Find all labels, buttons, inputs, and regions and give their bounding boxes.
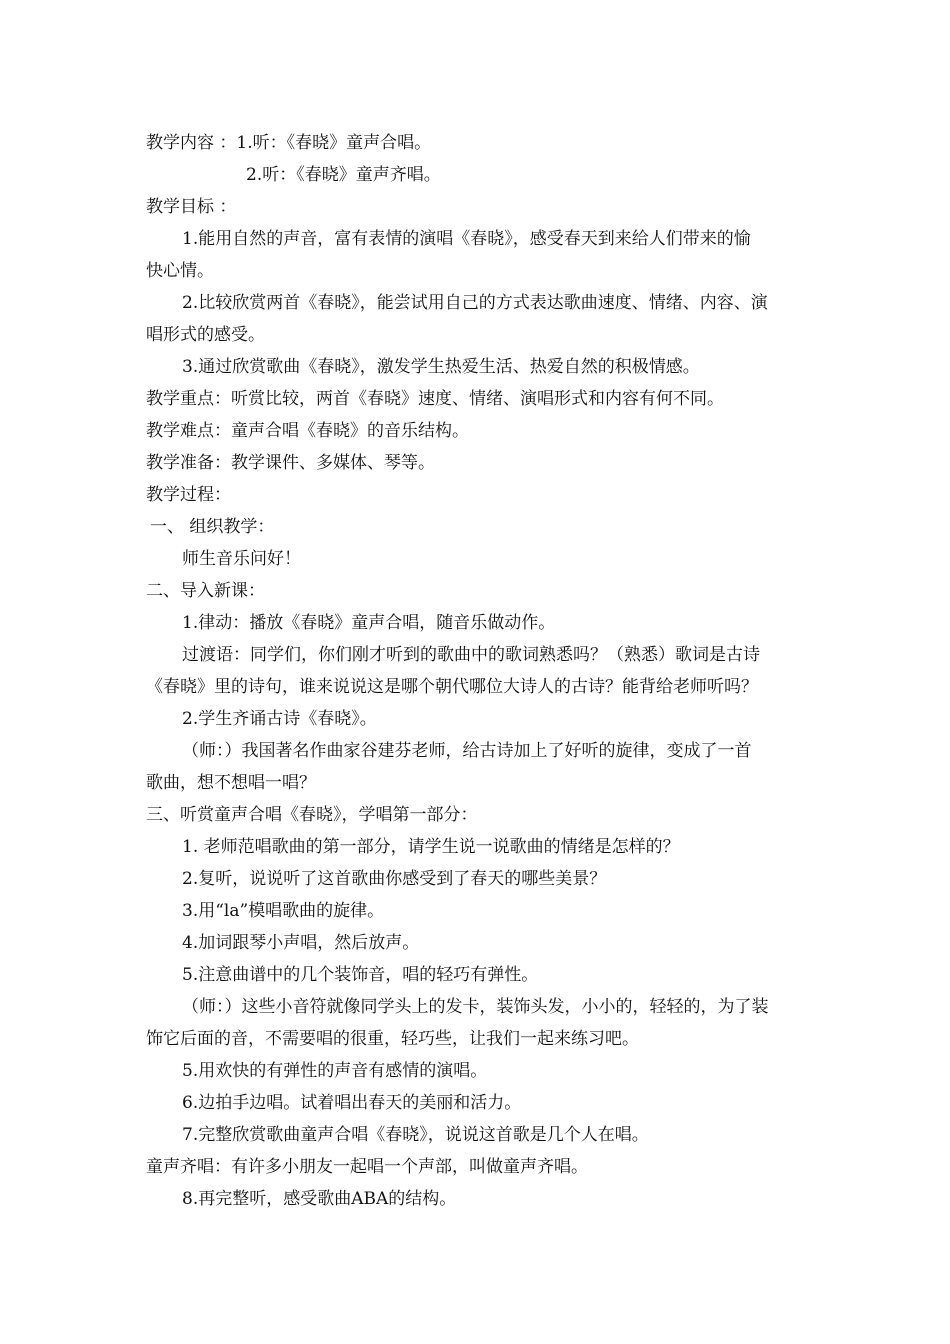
line-teaching-content: 教学内容 ：1.听：《春晓》童声合唱。 <box>146 133 432 153</box>
line-unison-definition: 童声齐唱：有许多小朋友一起唱一个声部，叫做童声齐唱。 <box>146 1157 588 1177</box>
line-step-6: 6.边拍手边唱。试着唱出春天的美丽和活力。 <box>182 1093 522 1113</box>
line-teacher-1: （师：）我国著名作曲家谷建芬老师，给古诗加上了好听的旋律，变成了一首 <box>182 741 752 761</box>
line-step-8: 8.再完整听，感受歌曲ABA的结构。 <box>182 1189 457 1209</box>
line-teacher-2: （师：）这些小音符就像同学头上的发卡，装饰头发，小小的，轻轻的，为了装 <box>182 997 769 1017</box>
line-process-heading: 教学过程： <box>146 485 231 505</box>
line-goal-2: 2.比较欣赏两首《春晓》，能尝试用自己的方式表达歌曲速度、情绪、内容、演 <box>182 293 768 313</box>
line-goal-2-cont: 唱形式的感受。 <box>146 325 265 345</box>
line-difficulties: 教学难点：童声合唱《春晓》的音乐结构。 <box>146 421 469 441</box>
line-step-4: 4.加词跟琴小声唱，然后放声。 <box>182 933 420 953</box>
line-teacher-1-cont: 歌曲，想不想唱一唱？ <box>146 773 316 793</box>
line-step-5: 5.注意曲谱中的几个装饰音，唱的轻巧有弹性。 <box>182 965 539 985</box>
line-teaching-goals-heading: 教学目标 ： <box>146 197 237 217</box>
line-transition: 过渡语：同学们，你们刚才听到的歌曲中的歌词熟悉吗？（熟悉）歌词是古诗 <box>182 645 760 665</box>
line-step-3: 3.用“la”模唱歌曲的旋律。 <box>182 901 385 921</box>
line-step-2: 2.复听，说说听了这首歌曲你感受到了春天的哪些美景？ <box>182 869 607 889</box>
line-step-5b: 5.用欢快的有弹性的声音有感情的演唱。 <box>182 1061 488 1081</box>
line-goal-1: 1.能用自然的声音，富有表情的演唱《春晓》，感受春天到来给人们带来的愉 <box>182 229 751 249</box>
line-recite: 2.学生齐诵古诗《春晓》。 <box>182 709 377 729</box>
line-greeting: 师生音乐问好！ <box>182 549 301 569</box>
line-teacher-2-cont: 饰它后面的音，不需要唱的很重，轻巧些，让我们一起来练习吧。 <box>146 1029 639 1049</box>
line-step-1: 1. 老师范唱歌曲的第一部分，请学生说一说歌曲的情绪是怎样的？ <box>182 837 680 857</box>
line-transition-cont: 《春晓》里的诗句，谁来说说这是哪个朝代哪位大诗人的古诗？能背给老师听吗？ <box>146 677 758 697</box>
line-step-7: 7.完整欣赏歌曲童声合唱《春晓》，说说这首歌是几个人在唱。 <box>182 1125 649 1145</box>
line-key-points: 教学重点：听赏比较，两首《春晓》速度、情绪、演唱形式和内容有何不同。 <box>146 389 724 409</box>
line-section-3: 三、听赏童声合唱《春晓》，学唱第一部分： <box>146 805 478 825</box>
line-section-2: 二、导入新课： <box>146 581 265 601</box>
line-section-1: 一、 组织教学： <box>150 517 275 537</box>
line-teaching-content-2: 2.听：《春晓》童声齐唱。 <box>246 165 441 185</box>
line-preparation: 教学准备：教学课件、多媒体、琴等。 <box>146 453 435 473</box>
line-goal-3: 3.通过欣赏歌曲《春晓》，激发学生热爱生活、热爱自然的积极情感。 <box>182 357 700 377</box>
line-goal-1-cont: 快心情。 <box>146 261 214 281</box>
line-rhythm: 1.律动：播放《春晓》童声合唱，随音乐做动作。 <box>182 613 556 633</box>
